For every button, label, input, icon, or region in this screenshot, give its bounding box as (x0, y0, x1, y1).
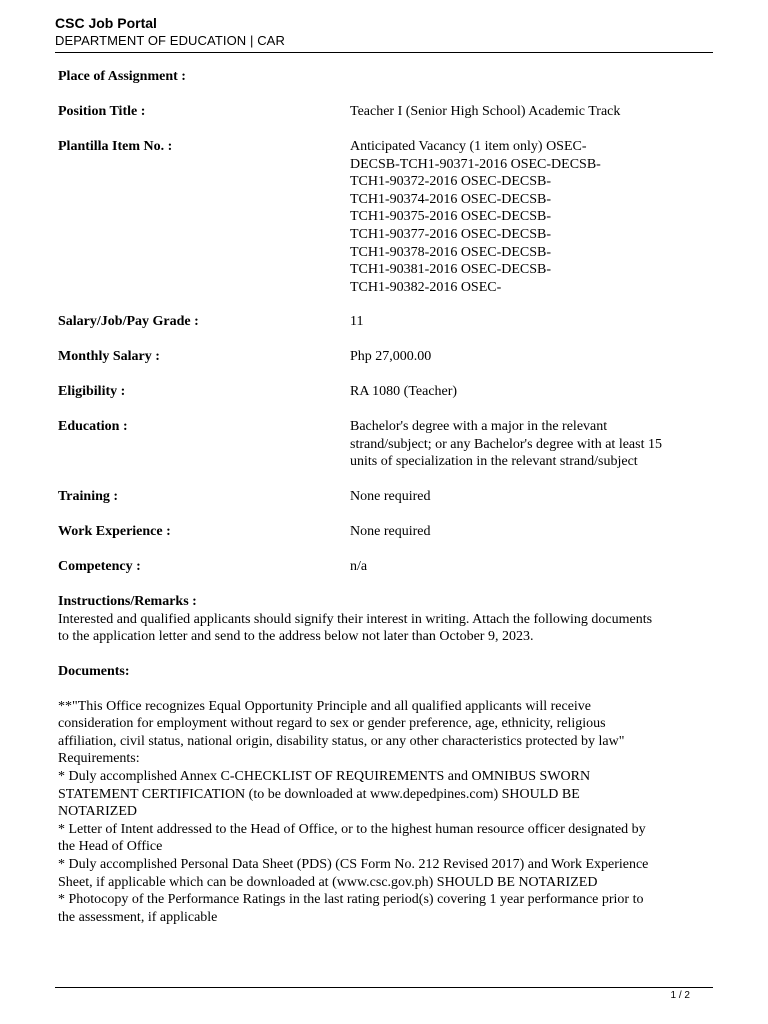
value-line: units of specialization in the relevant strand/subject (350, 454, 638, 470)
header-divider (55, 52, 713, 53)
documents-line: * Duly accomplished Annex C-CHECKLIST OF REQUIREMENTS and OMNIBUS SWORN (58, 768, 591, 784)
spacer (58, 681, 698, 698)
field-label: Place of Assignment : (58, 69, 186, 84)
field-label: Plantilla Item No. : (58, 139, 173, 154)
footer-divider (55, 987, 713, 988)
instructions-section (58, 593, 698, 646)
value-line: Bachelor's degree with a major in the relevant (350, 419, 608, 434)
value-line: TCH1-90375-2016 OSEC-DECSB- (350, 209, 552, 225)
field-label: Salary/Job/Pay Grade : (58, 314, 199, 329)
documents-line: NOTARIZED (58, 804, 137, 820)
documents-line: consideration for employment without regard to sex or gender preference, age, ethnicity, religious (58, 716, 606, 732)
documents-line: Sheet, if applicable which can be downloaded at (www.csc.gov.ph) SHOULD BE NOTARIZED (58, 874, 598, 890)
documents-line: STATEMENT CERTIFICATION (to be downloaded at www.depedpines.com) SHOULD BE (58, 786, 580, 802)
field-value: None required (350, 524, 431, 539)
value-line: TCH1-90382-2016 OSEC- (350, 279, 502, 295)
field-label: Eligibility : (58, 384, 126, 399)
value-line: strand/subject; or any Bachelor's degree with at least 15 (350, 436, 662, 452)
field-value: RA 1080 (Teacher) (350, 384, 458, 399)
documents-line: the Head of Office (58, 839, 163, 855)
field-label: Monthly Salary : (58, 349, 160, 364)
field-value (350, 138, 650, 296)
documents-line: Requirements: (58, 751, 140, 767)
instructions-line: Interested and qualified applicants should signify their interest in writing. Attach the following documents (58, 611, 653, 627)
documents-line: * Photocopy of the Performance Ratings in the last rating period(s) covering 1 year performance prior to (58, 892, 644, 908)
department-subtitle: DEPARTMENT OF EDUCATION | CAR (55, 33, 285, 48)
value-line: TCH1-90372-2016 OSEC-DECSB- (350, 174, 552, 190)
value-line: Anticipated Vacancy (1 item only) OSEC- (350, 139, 587, 154)
documents-line: * Duly accomplished Personal Data Sheet (PDS) (CS Form No. 212 Revised 2017) and Work Experience (58, 856, 649, 872)
value-line: TCH1-90374-2016 OSEC-DECSB- (350, 191, 552, 207)
document-header (55, 14, 713, 49)
documents-line: affiliation, civil status, national origin, disability status, or any other characteristics protected by law" (58, 733, 625, 749)
instructions-line: to the application letter and send to the address below not later than October 9, 2023. (58, 629, 534, 645)
documents-line: the assessment, if applicable (58, 909, 218, 925)
documents-section (58, 663, 698, 926)
value-line: DECSB-TCH1-90371-2016 OSEC-DECSB- (350, 156, 601, 172)
field-label: Work Experience : (58, 524, 171, 539)
portal-title: CSC Job Portal (55, 15, 157, 31)
instructions-heading: Instructions/Remarks : (58, 594, 197, 609)
documents-line: **"This Office recognizes Equal Opportunity Principle and all qualified applicants will receive (58, 698, 592, 714)
value-line: TCH1-90377-2016 OSEC-DECSB- (350, 226, 552, 242)
page-number: 1 / 2 (670, 990, 690, 1001)
field-value: Php 27,000.00 (350, 349, 432, 364)
field-value: Teacher I (Senior High School) Academic Track (350, 104, 621, 119)
field-label: Training : (58, 489, 119, 504)
field-label: Position Title : (58, 104, 146, 119)
field-label: Competency : (58, 559, 141, 574)
value-line: TCH1-90381-2016 OSEC-DECSB- (350, 262, 552, 278)
field-value: 11 (350, 314, 364, 329)
field-value: None required (350, 489, 431, 504)
documents-line: * Letter of Intent addressed to the Head of Office, or to the highest human resource officer designated by (58, 821, 646, 837)
field-label: Education : (58, 419, 128, 434)
value-line: TCH1-90378-2016 OSEC-DECSB- (350, 244, 552, 260)
documents-heading: Documents: (58, 664, 130, 679)
field-value: n/a (350, 559, 368, 574)
field-value (350, 418, 700, 471)
